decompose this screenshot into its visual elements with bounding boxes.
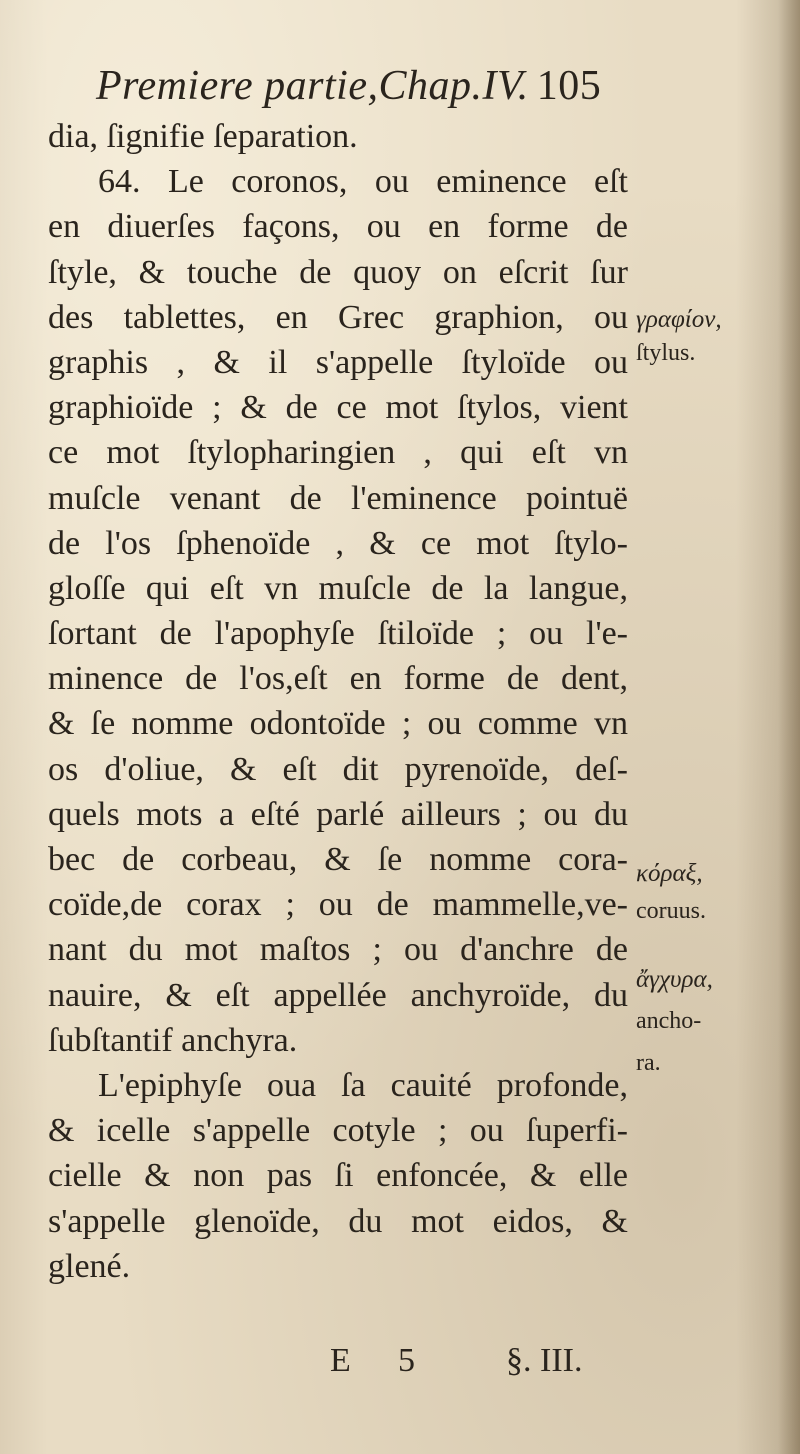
text-line: L'epiphyſe oua ſa cauité profonde, [98,1066,628,1104]
text-line: s'appelle glenoïde, du mot eidos, & [48,1202,628,1240]
margin-note-greek: ἄγχυρα, [636,966,713,993]
text-line: os d'oliue, & eſt dit pyrenoïde, deſ- [48,750,628,788]
margin-notes [636,0,786,1454]
text-line: dia, ſignifie ſeparation. [48,118,358,155]
catchword: §. III. [506,1342,583,1379]
signature-line [330,1342,630,1392]
text-line: cielle & non pas ſi enfoncée, & elle [48,1157,628,1195]
text-line: coïde,de corax ; ou de mammelle,ve- [48,886,628,924]
text-line: des tablettes, en Grec graphion, ou [48,298,628,336]
text-line: graphioïde ; & de ce mot ſtylos, vient [48,389,628,427]
margin-note: coruus. [636,898,706,924]
text-line: en diuerſes façons, ou en forme de [48,208,628,246]
text-line: minence de l'os,eſt en forme de dent, [48,660,628,698]
page-number: 105 [536,63,602,109]
signature-number: 5 [398,1342,415,1379]
text-line: gloſſe qui eſt vn muſcle de la langue, [48,569,628,607]
running-head-title: Premiere partie,Chap.IV. [96,63,529,109]
margin-note-greek: γραφίον, [636,306,722,333]
text-line: quels mots a eſté parlé ailleurs ; ou du [48,795,628,833]
text-line: 64. Le coronos, ou eminence eſt [98,163,628,201]
text-line: bec de corbeau, & ſe nomme cora- [48,841,628,878]
signature-mark: E [330,1342,351,1379]
margin-note: ra. [636,1050,661,1076]
text-line: ce mot ſtylopharingien , qui eſt vn [48,434,628,472]
text-line: ſortant de l'apophyſe ſtiloïde ; ou l'e- [48,615,628,653]
text-line: graphis , & il s'appelle ſtyloïde ou [48,343,628,381]
text-line: ſtyle, & touche de quoy on eſcrit ſur [48,253,628,291]
margin-note: ſtylus. [636,340,696,366]
text-line: de l'os ſphenoïde , & ce mot ſtylo- [48,524,628,562]
text-line: glené. [48,1247,131,1285]
body-text [48,114,628,1289]
margin-note: ancho- [636,1008,702,1034]
text-line: & icelle s'appelle cotyle ; ou ſuperfi- [48,1112,628,1150]
text-line: & ſe nomme odontoïde ; ou comme vn [48,705,628,743]
text-line: nant du mot maſtos ; ou d'anchre de [48,931,628,969]
text-line: muſcle venant de l'eminence pointuë [48,479,628,517]
text-line: ſubſtantif anchyra. [48,1021,298,1059]
text-line: nauire, & eſt appellée anchyroïde, du [48,976,628,1014]
margin-note-greek: κόραξ, [636,860,703,887]
running-head [96,62,656,118]
